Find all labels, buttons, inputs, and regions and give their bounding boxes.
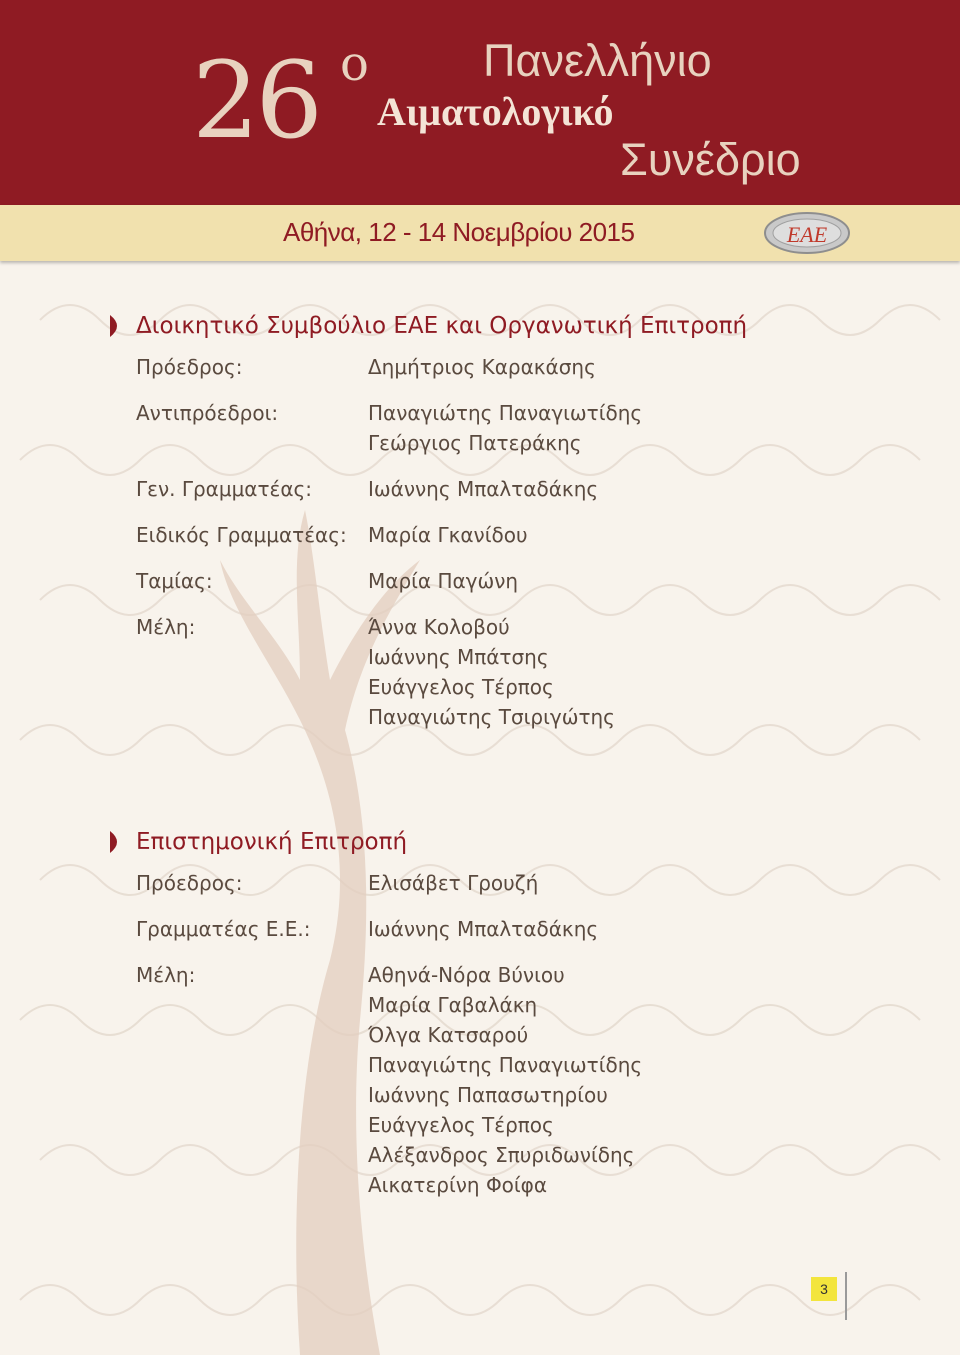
role-label: Πρόεδρος:	[136, 355, 243, 379]
member-name: Ιωάννης Μπαλταδάκης	[368, 917, 599, 941]
member-names	[368, 352, 596, 382]
committee-row	[110, 566, 930, 596]
member-name: Δημήτριος Καρακάσης	[368, 355, 596, 379]
role-label: Γεν. Γραμματέας:	[136, 477, 313, 501]
committee-row	[110, 612, 930, 732]
edition-number: 26	[192, 39, 319, 162]
member-name: Ελισάβετ Γρουζή	[368, 871, 539, 895]
member-names	[368, 398, 642, 458]
member-name: Μαρία Γαβαλάκη	[368, 993, 538, 1017]
role-label: Ταμίας:	[136, 569, 213, 593]
board-heading	[110, 310, 930, 342]
member-name: Αλέξανδρος Σπυριδωνίδης	[368, 1143, 635, 1167]
date-location: Αθήνα, 12 - 14 Νοεμβρίου 2015	[283, 217, 635, 247]
member-name: Μαρία Γκανίδου	[368, 523, 528, 547]
member-name: Ευάγγελος Τέρπος	[368, 675, 554, 699]
member-name: Παναγιώτης Παναγιωτίδης	[368, 1053, 643, 1077]
bullet-icon	[110, 831, 124, 853]
member-name: Μαρία Παγώνη	[368, 569, 519, 593]
page-number: 3	[811, 1277, 837, 1301]
member-name: Αθηνά-Νόρα Βύνιου	[368, 963, 565, 987]
role-label: Μέλη:	[136, 963, 196, 987]
committee-row	[110, 520, 930, 550]
role-label: Γραμματέας Ε.Ε.:	[136, 917, 311, 941]
committee-row	[110, 398, 930, 458]
scientific-heading	[110, 826, 930, 858]
member-name: Αικατερίνη Φοίφα	[368, 1173, 548, 1197]
eae-logo	[763, 209, 851, 257]
member-name: Γεώργιος Πατεράκης	[368, 431, 582, 455]
scientific-title: Επιστημονική Επιτροπή	[136, 828, 408, 855]
committee-row	[110, 914, 930, 944]
title-line-1: Πανελλήνιο	[483, 35, 712, 86]
member-name: Άννα Κολοβού	[368, 615, 510, 639]
role-label: Ειδικός Γραμματέας:	[136, 523, 347, 547]
role-label: Μέλη:	[136, 615, 196, 639]
edition-superscript: ο	[340, 36, 369, 92]
member-names	[368, 520, 528, 550]
bullet-icon	[110, 315, 124, 337]
committee-row	[110, 868, 930, 898]
page-divider	[845, 1272, 847, 1320]
committee-row	[110, 960, 930, 1200]
member-name: Παναγιώτης Παναγιωτίδης	[368, 401, 643, 425]
title-line-2: Αιματολογικό	[377, 89, 614, 134]
scientific-section	[110, 826, 930, 1216]
committee-row	[110, 352, 930, 382]
member-name: Παναγιώτης Τσιριγώτης	[368, 705, 615, 729]
member-names	[368, 566, 518, 596]
member-name: Ιωάννης Παπασωτηρίου	[368, 1083, 608, 1107]
role-label: Πρόεδρος:	[136, 871, 243, 895]
member-names	[368, 960, 642, 1200]
role-label: Αντιπρόεδροι:	[136, 401, 279, 425]
member-name: Όλγα Κατσαρού	[368, 1023, 529, 1047]
committee-row	[110, 474, 930, 504]
member-name: Ευάγγελος Τέρπος	[368, 1113, 554, 1137]
member-names	[368, 474, 598, 504]
logo-text: ΕΑΕ	[786, 222, 828, 247]
member-name: Ιωάννης Μπαλταδάκης	[368, 477, 599, 501]
member-names	[368, 868, 538, 898]
board-section	[110, 310, 930, 748]
board-title: Διοικητικό Συμβούλιο ΕΑΕ και Οργανωτική Επιτροπή	[136, 312, 748, 339]
member-names	[368, 914, 598, 944]
member-name: Ιωάννης Μπάτσης	[368, 645, 549, 669]
title-line-3: Συνέδριο	[620, 134, 801, 185]
member-names	[368, 612, 615, 732]
